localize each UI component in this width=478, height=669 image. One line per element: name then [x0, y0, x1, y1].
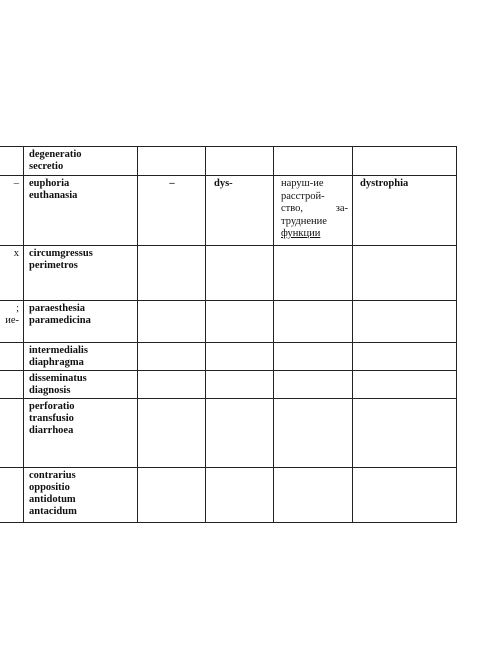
term-cell	[24, 468, 138, 523]
lead-cell: ; ие-	[0, 301, 24, 343]
meaning-line: расстрой-	[281, 190, 325, 202]
empty-cell	[138, 371, 206, 399]
empty-cell	[274, 246, 353, 301]
empty-cell	[274, 399, 353, 468]
term-text: diarrhoea	[29, 425, 74, 436]
term-text: degeneratio	[29, 149, 82, 160]
empty-cell	[138, 399, 206, 468]
example-cell	[353, 176, 457, 246]
meaning-line: труднение	[281, 215, 327, 227]
term-text: secretio	[29, 161, 64, 172]
empty-cell	[274, 371, 353, 399]
term-text: perforatio	[29, 401, 75, 412]
term-text: paramedicina	[29, 315, 91, 326]
lead-cell: x	[0, 246, 24, 301]
empty-cell	[206, 246, 274, 301]
term-text: circumgressus	[29, 248, 93, 259]
term-text: disseminatus	[29, 373, 87, 384]
table-row	[0, 301, 457, 343]
empty-cell	[138, 468, 206, 523]
empty-cell	[353, 301, 457, 343]
empty-cell	[206, 147, 274, 176]
lead-cell	[0, 371, 24, 399]
table-row	[0, 371, 457, 399]
empty-cell	[138, 246, 206, 301]
dash-cell	[138, 176, 206, 246]
lead-cell: –	[0, 176, 24, 246]
meaning-line: за-	[335, 203, 348, 214]
table-row	[0, 176, 457, 246]
prefix-table	[0, 146, 457, 523]
term-cell	[24, 147, 138, 176]
empty-cell	[206, 399, 274, 468]
empty-cell	[353, 371, 457, 399]
lead-cell	[0, 147, 24, 176]
term-cell	[24, 399, 138, 468]
term-text: intermedialis	[29, 345, 88, 356]
term-cell	[24, 371, 138, 399]
table-row	[0, 246, 457, 301]
empty-cell	[353, 343, 457, 371]
prefix-text: dys-	[214, 178, 233, 189]
empty-cell	[206, 343, 274, 371]
empty-cell	[274, 147, 353, 176]
meaning-cell	[274, 176, 353, 246]
term-text: oppositio	[29, 482, 70, 493]
empty-cell	[206, 301, 274, 343]
empty-cell	[274, 343, 353, 371]
term-cell	[24, 343, 138, 371]
table-row	[0, 468, 457, 523]
empty-cell	[353, 468, 457, 523]
term-text: diaphragma	[29, 357, 84, 368]
lead-cell	[0, 468, 24, 523]
term-text: paraesthesia	[29, 303, 85, 314]
empty-cell	[206, 371, 274, 399]
empty-cell	[138, 301, 206, 343]
term-text: antidotum	[29, 494, 76, 505]
dash-text: –	[169, 178, 175, 189]
term-cell	[24, 301, 138, 343]
lead-cell	[0, 343, 24, 371]
term-text: transfusio	[29, 413, 74, 424]
term-cell	[24, 176, 138, 246]
term-text: antacidum	[29, 506, 77, 517]
table-row	[0, 147, 457, 176]
empty-cell	[353, 246, 457, 301]
term-text: diagnosis	[29, 385, 71, 396]
prefix-cell	[206, 176, 274, 246]
table-row	[0, 399, 457, 468]
meaning-line: ство,	[281, 203, 304, 214]
table-row	[0, 343, 457, 371]
empty-cell	[353, 147, 457, 176]
term-text: contrarius	[29, 470, 76, 481]
empty-cell	[274, 301, 353, 343]
term-cell	[24, 246, 138, 301]
empty-cell	[138, 343, 206, 371]
empty-cell	[206, 468, 274, 523]
term-text: euphoria	[29, 178, 70, 189]
meaning-line: наруш-ие	[281, 178, 324, 189]
meaning-line: функции	[281, 228, 321, 239]
empty-cell	[353, 399, 457, 468]
empty-cell	[138, 147, 206, 176]
term-text: euthanasia	[29, 190, 78, 201]
term-text: perimetros	[29, 260, 78, 271]
lead-cell	[0, 399, 24, 468]
example-text: dystrophia	[360, 178, 409, 189]
empty-cell	[274, 468, 353, 523]
